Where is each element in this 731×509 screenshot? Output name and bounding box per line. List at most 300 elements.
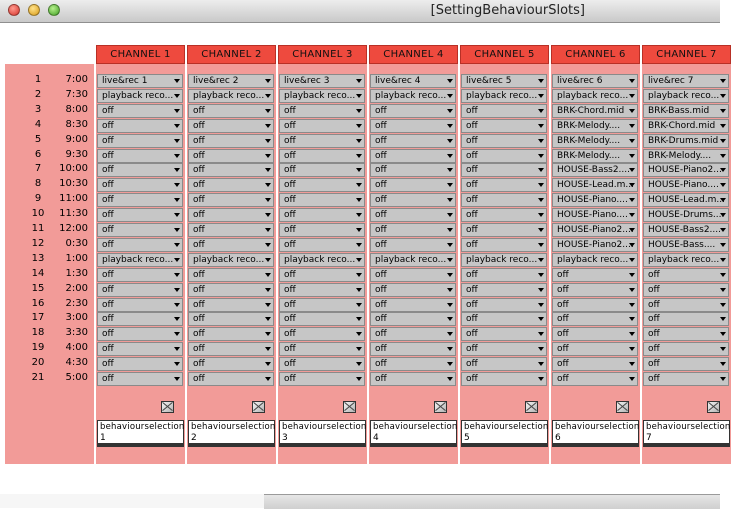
close-window-button[interactable]	[8, 4, 20, 16]
behaviour-slot-dropdown[interactable]	[97, 149, 183, 163]
behaviour-slot-dropdown[interactable]	[643, 89, 729, 103]
behaviour-slot-dropdown[interactable]	[97, 163, 183, 177]
behaviour-slot-dropdown[interactable]	[370, 372, 456, 386]
dropdown-arrow-icon	[447, 258, 453, 262]
object-title: behaviourselection	[555, 422, 640, 432]
behaviour-slot-dropdown[interactable]	[552, 268, 638, 282]
behaviour-slot-dropdown[interactable]	[370, 238, 456, 252]
behaviour-slot-value: HOUSE-Piano....	[648, 180, 719, 190]
behaviour-slot-dropdown[interactable]	[279, 357, 365, 371]
dropdown-arrow-icon	[447, 124, 453, 128]
row-number: 15	[31, 283, 45, 294]
behaviour-slot-dropdown[interactable]	[370, 298, 456, 312]
dropdown-arrow-icon	[265, 377, 271, 381]
dropdown-arrow-icon	[629, 258, 635, 262]
behaviour-slot-dropdown[interactable]	[461, 223, 547, 237]
behaviour-slot-dropdown[interactable]	[552, 298, 638, 312]
behaviour-slot-dropdown[interactable]	[552, 327, 638, 341]
row-number: 7	[34, 163, 42, 174]
behaviour-slot-value: off	[284, 344, 296, 354]
behaviour-slot-dropdown[interactable]	[461, 193, 547, 207]
behaviour-slot-dropdown[interactable]	[188, 223, 274, 237]
behaviour-slot-dropdown[interactable]	[461, 119, 547, 133]
behaviour-slot-dropdown[interactable]	[279, 193, 365, 207]
row-number: 16	[31, 298, 45, 309]
behaviour-slot-dropdown[interactable]	[552, 223, 638, 237]
row-time: 11:30	[59, 208, 88, 219]
behaviour-slot-dropdown[interactable]	[461, 298, 547, 312]
behaviour-slot-dropdown[interactable]	[188, 163, 274, 177]
behaviour-slot-dropdown[interactable]	[97, 89, 183, 103]
dropdown-arrow-icon	[265, 228, 271, 232]
dropdown-arrow-icon	[538, 258, 544, 262]
behaviour-slot-dropdown[interactable]	[643, 119, 729, 133]
behaviour-slot-dropdown[interactable]	[279, 298, 365, 312]
behaviour-slot-dropdown[interactable]	[188, 342, 274, 356]
behaviour-slot-value: playback reco...	[102, 255, 174, 265]
dropdown-arrow-icon	[538, 362, 544, 366]
toggle-button[interactable]	[707, 401, 720, 413]
behaviour-slot-dropdown[interactable]	[97, 208, 183, 222]
dropdown-arrow-icon	[447, 243, 453, 247]
behaviour-slot-value: off	[193, 374, 205, 384]
behaviour-slot-value: BRK-Chord.mid	[648, 121, 716, 131]
horizontal-scrollbar[interactable]	[264, 494, 720, 509]
behaviour-slot-dropdown[interactable]	[97, 104, 183, 118]
behaviour-slot-dropdown[interactable]	[279, 163, 365, 177]
behaviour-slot-dropdown[interactable]	[643, 283, 729, 297]
behaviour-slot-dropdown[interactable]	[643, 208, 729, 222]
dropdown-arrow-icon	[538, 94, 544, 98]
row-time: 11:00	[59, 193, 88, 204]
behaviour-slot-dropdown[interactable]	[97, 342, 183, 356]
behaviour-slot-dropdown[interactable]	[461, 253, 547, 267]
behaviour-slot-dropdown[interactable]	[552, 163, 638, 177]
behaviour-slot-dropdown[interactable]	[279, 104, 365, 118]
behaviour-slot-dropdown[interactable]	[97, 283, 183, 297]
behaviour-slot-value: playback reco...	[648, 91, 720, 101]
dropdown-arrow-icon	[720, 94, 726, 98]
behaviour-slot-dropdown[interactable]	[188, 74, 274, 88]
behaviour-slot-dropdown[interactable]	[279, 178, 365, 192]
channel-header: CHANNEL 2	[187, 45, 276, 64]
dropdown-arrow-icon	[629, 168, 635, 172]
dropdown-arrow-icon	[538, 273, 544, 277]
dropdown-arrow-icon	[538, 228, 544, 232]
dropdown-arrow-icon	[174, 288, 180, 292]
behaviour-slot-value: off	[466, 359, 478, 369]
behaviour-slot-dropdown[interactable]	[552, 193, 638, 207]
behaviour-slot-dropdown[interactable]	[188, 89, 274, 103]
dropdown-arrow-icon	[174, 332, 180, 336]
dropdown-arrow-icon	[447, 273, 453, 277]
behaviour-slot-dropdown[interactable]	[461, 238, 547, 252]
behaviour-slot-dropdown[interactable]	[370, 134, 456, 148]
object-outlet-bar	[98, 443, 183, 446]
behaviour-slot-dropdown[interactable]	[370, 208, 456, 222]
behaviour-slot-dropdown[interactable]	[370, 149, 456, 163]
behaviour-slot-dropdown[interactable]	[279, 208, 365, 222]
behaviour-slot-dropdown[interactable]	[97, 298, 183, 312]
dropdown-arrow-icon	[265, 168, 271, 172]
behaviour-slot-dropdown[interactable]	[370, 342, 456, 356]
behaviour-slot-dropdown[interactable]	[188, 357, 274, 371]
toggle-button[interactable]	[343, 401, 356, 413]
dropdown-arrow-icon	[265, 139, 271, 143]
behaviour-slot-dropdown[interactable]	[188, 268, 274, 282]
behaviour-slot-value: off	[102, 300, 114, 310]
behaviour-slot-value: off	[102, 374, 114, 384]
behaviour-slot-dropdown[interactable]	[552, 372, 638, 386]
behaviour-slot-dropdown[interactable]	[643, 134, 729, 148]
behaviour-slot-value: off	[284, 136, 296, 146]
behaviour-slot-dropdown[interactable]	[643, 357, 729, 371]
dropdown-arrow-icon	[265, 124, 271, 128]
behaviour-slot-dropdown[interactable]	[552, 253, 638, 267]
dropdown-arrow-icon	[538, 332, 544, 336]
dropdown-arrow-icon	[356, 228, 362, 232]
dropdown-arrow-icon	[265, 273, 271, 277]
behaviour-slot-dropdown[interactable]	[188, 149, 274, 163]
channel-header: CHANNEL 5	[460, 45, 549, 64]
behaviour-slot-dropdown[interactable]	[461, 89, 547, 103]
dropdown-arrow-icon	[174, 317, 180, 321]
toggle-button[interactable]	[434, 401, 447, 413]
behaviour-slot-dropdown[interactable]	[461, 178, 547, 192]
behaviour-slot-dropdown[interactable]	[279, 223, 365, 237]
behaviour-slot-dropdown[interactable]	[370, 104, 456, 118]
behaviour-slot-dropdown[interactable]	[643, 223, 729, 237]
dropdown-arrow-icon	[447, 303, 453, 307]
channel-header: CHANNEL 7	[642, 45, 731, 64]
behaviour-slot-dropdown[interactable]	[461, 268, 547, 282]
behaviour-slot-dropdown[interactable]	[461, 134, 547, 148]
behaviour-slot-dropdown[interactable]	[461, 74, 547, 88]
behaviour-slot-dropdown[interactable]	[279, 253, 365, 267]
zoom-window-button[interactable]	[48, 4, 60, 16]
behaviour-slot-dropdown[interactable]	[643, 372, 729, 386]
object-outlet-bar	[371, 443, 456, 446]
dropdown-arrow-icon	[356, 273, 362, 277]
behaviour-slot-dropdown[interactable]	[188, 298, 274, 312]
behaviour-slot-dropdown[interactable]	[552, 178, 638, 192]
behaviour-slot-dropdown[interactable]	[97, 238, 183, 252]
dropdown-arrow-icon	[720, 288, 726, 292]
behaviour-slot-value: HOUSE-Lead.m...	[648, 195, 725, 205]
behaviour-slot-dropdown[interactable]	[97, 253, 183, 267]
object-title: behaviourselection	[646, 422, 731, 432]
row-time: 4:30	[65, 357, 88, 368]
object-outlet-bar	[280, 443, 365, 446]
behaviour-slot-dropdown[interactable]	[370, 119, 456, 133]
dropdown-arrow-icon	[356, 79, 362, 83]
behaviour-slot-dropdown[interactable]	[97, 178, 183, 192]
behaviour-slot-dropdown[interactable]	[279, 238, 365, 252]
row-time: 1:00	[65, 253, 88, 264]
behaviour-slot-dropdown[interactable]	[370, 89, 456, 103]
behaviour-slot-value: BRK-Chord.mid	[557, 106, 625, 116]
behaviour-slot-dropdown[interactable]	[188, 327, 274, 341]
behaviour-slot-dropdown[interactable]	[461, 327, 547, 341]
behaviour-slot-dropdown[interactable]	[461, 163, 547, 177]
behaviour-slot-dropdown[interactable]	[461, 283, 547, 297]
behaviour-slot-dropdown[interactable]	[188, 238, 274, 252]
dropdown-arrow-icon	[356, 109, 362, 113]
behaviour-slot-dropdown[interactable]	[97, 193, 183, 207]
behaviour-slot-dropdown[interactable]	[370, 357, 456, 371]
channel-header: CHANNEL 6	[551, 45, 640, 64]
behaviour-slot-dropdown[interactable]	[370, 163, 456, 177]
behaviour-slot-value: off	[466, 106, 478, 116]
behaviour-slot-dropdown[interactable]	[188, 119, 274, 133]
behaviour-slot-value: off	[193, 314, 205, 324]
behaviour-slot-dropdown[interactable]	[461, 357, 547, 371]
row-number: 2	[34, 89, 42, 100]
behaviour-slot-dropdown[interactable]	[552, 74, 638, 88]
behaviour-slot-dropdown[interactable]	[97, 223, 183, 237]
dropdown-arrow-icon	[538, 213, 544, 217]
behaviour-slot-value: HOUSE-Bass2....	[648, 225, 722, 235]
behaviour-slot-dropdown[interactable]	[188, 208, 274, 222]
behaviour-slot-dropdown[interactable]	[188, 312, 274, 326]
dropdown-arrow-icon	[265, 94, 271, 98]
behaviour-slot-dropdown[interactable]	[461, 149, 547, 163]
behaviour-slot-value: off	[648, 359, 660, 369]
toggle-button[interactable]	[525, 401, 538, 413]
behaviour-slot-dropdown[interactable]	[97, 268, 183, 282]
behaviour-slot-value: live&rec 7	[648, 76, 694, 86]
behaviour-selection-object[interactable]	[97, 420, 184, 447]
behaviour-slot-dropdown[interactable]	[552, 208, 638, 222]
behaviour-slot-value: HOUSE-Piano....	[557, 210, 628, 220]
behaviour-slot-value: off	[375, 180, 387, 190]
dropdown-arrow-icon	[720, 273, 726, 277]
behaviour-slot-dropdown[interactable]	[461, 104, 547, 118]
behaviour-slot-dropdown[interactable]	[552, 238, 638, 252]
row-number: 12	[31, 238, 45, 249]
behaviour-selection-object[interactable]	[643, 420, 730, 447]
behaviour-slot-value: off	[193, 329, 205, 339]
behaviour-slot-dropdown[interactable]	[643, 298, 729, 312]
behaviour-slot-value: off	[466, 300, 478, 310]
dropdown-arrow-icon	[447, 362, 453, 366]
behaviour-slot-value: off	[102, 270, 114, 280]
behaviour-slot-dropdown[interactable]	[370, 193, 456, 207]
object-value: 7	[646, 433, 652, 443]
behaviour-slot-dropdown[interactable]	[643, 342, 729, 356]
behaviour-slot-value: off	[102, 240, 114, 250]
behaviour-slot-dropdown[interactable]	[552, 104, 638, 118]
behaviour-slot-dropdown[interactable]	[552, 119, 638, 133]
behaviour-slot-dropdown[interactable]	[188, 283, 274, 297]
behaviour-slot-dropdown[interactable]	[552, 89, 638, 103]
behaviour-slot-value: off	[648, 285, 660, 295]
dropdown-arrow-icon	[720, 377, 726, 381]
behaviour-slot-value: off	[466, 240, 478, 250]
behaviour-slot-dropdown[interactable]	[552, 134, 638, 148]
behaviour-slot-value: off	[102, 314, 114, 324]
behaviour-slot-dropdown[interactable]	[370, 312, 456, 326]
window-titlebar	[0, 0, 720, 23]
object-value: 4	[373, 433, 379, 443]
behaviour-slot-dropdown[interactable]	[188, 193, 274, 207]
behaviour-slot-dropdown[interactable]	[643, 327, 729, 341]
behaviour-slot-value: off	[193, 359, 205, 369]
behaviour-slot-value: off	[193, 106, 205, 116]
behaviour-slot-dropdown[interactable]	[552, 357, 638, 371]
behaviour-slot-dropdown[interactable]	[552, 149, 638, 163]
object-value: 1	[100, 433, 106, 443]
dropdown-arrow-icon	[538, 168, 544, 172]
behaviour-selection-object[interactable]	[188, 420, 275, 447]
behaviour-slot-value: off	[466, 225, 478, 235]
dropdown-arrow-icon	[356, 258, 362, 262]
behaviour-slot-dropdown[interactable]	[643, 74, 729, 88]
behaviour-slot-dropdown[interactable]	[97, 327, 183, 341]
behaviour-slot-value: off	[466, 121, 478, 131]
behaviour-slot-dropdown[interactable]	[643, 312, 729, 326]
behaviour-slot-dropdown[interactable]	[643, 193, 729, 207]
behaviour-slot-dropdown[interactable]	[279, 342, 365, 356]
behaviour-slot-value: HOUSE-Piano....	[557, 195, 628, 205]
behaviour-slot-dropdown[interactable]	[552, 283, 638, 297]
behaviour-slot-value: off	[102, 359, 114, 369]
object-value: 3	[282, 433, 288, 443]
row-number: 21	[31, 372, 45, 383]
toggle-button[interactable]	[252, 401, 265, 413]
behaviour-slot-dropdown[interactable]	[461, 372, 547, 386]
behaviour-slot-dropdown[interactable]	[461, 342, 547, 356]
behaviour-slot-value: off	[284, 121, 296, 131]
behaviour-slot-dropdown[interactable]	[97, 312, 183, 326]
behaviour-slot-value: off	[284, 329, 296, 339]
behaviour-slot-dropdown[interactable]	[279, 119, 365, 133]
dropdown-arrow-icon	[356, 288, 362, 292]
dropdown-arrow-icon	[447, 109, 453, 113]
behaviour-slot-value: off	[466, 285, 478, 295]
behaviour-slot-value: off	[466, 165, 478, 175]
dropdown-arrow-icon	[356, 213, 362, 217]
behaviour-slot-value: off	[102, 195, 114, 205]
behaviour-slot-dropdown[interactable]	[643, 149, 729, 163]
dropdown-arrow-icon	[629, 243, 635, 247]
behaviour-slot-dropdown[interactable]	[97, 357, 183, 371]
behaviour-slot-dropdown[interactable]	[370, 253, 456, 267]
behaviour-slot-dropdown[interactable]	[370, 178, 456, 192]
behaviour-slot-dropdown[interactable]	[279, 268, 365, 282]
behaviour-slot-dropdown[interactable]	[643, 104, 729, 118]
behaviour-slot-dropdown[interactable]	[552, 312, 638, 326]
behaviour-slot-value: HOUSE-Drums....	[648, 210, 725, 220]
behaviour-slot-dropdown[interactable]	[643, 253, 729, 267]
behaviour-selection-object[interactable]	[552, 420, 639, 447]
row-time: 2:30	[65, 298, 88, 309]
behaviour-slot-value: off	[102, 344, 114, 354]
dropdown-arrow-icon	[447, 94, 453, 98]
behaviour-slot-value: off	[284, 300, 296, 310]
behaviour-slot-value: off	[102, 225, 114, 235]
behaviour-slot-dropdown[interactable]	[279, 134, 365, 148]
dropdown-arrow-icon	[538, 109, 544, 113]
behaviour-slot-value: BRK-Drums.mid	[648, 136, 719, 146]
behaviour-selection-object[interactable]	[279, 420, 366, 447]
behaviour-slot-dropdown[interactable]	[643, 238, 729, 252]
dropdown-arrow-icon	[447, 139, 453, 143]
dropdown-arrow-icon	[174, 377, 180, 381]
dropdown-arrow-icon	[538, 303, 544, 307]
behaviour-slot-dropdown[interactable]	[370, 268, 456, 282]
behaviour-slot-dropdown[interactable]	[552, 342, 638, 356]
dropdown-arrow-icon	[629, 183, 635, 187]
dropdown-arrow-icon	[356, 124, 362, 128]
behaviour-slot-dropdown[interactable]	[97, 134, 183, 148]
behaviour-slot-dropdown[interactable]	[279, 74, 365, 88]
behaviour-slot-value: off	[193, 151, 205, 161]
behaviour-slot-dropdown[interactable]	[370, 327, 456, 341]
behaviour-slot-value: off	[375, 151, 387, 161]
behaviour-slot-dropdown[interactable]	[279, 327, 365, 341]
row-time: 3:30	[65, 327, 88, 338]
behaviour-slot-dropdown[interactable]	[188, 372, 274, 386]
behaviour-slot-dropdown[interactable]	[643, 163, 729, 177]
behaviour-slot-dropdown[interactable]	[97, 119, 183, 133]
behaviour-slot-dropdown[interactable]	[643, 268, 729, 282]
toggle-button[interactable]	[161, 401, 174, 413]
dropdown-arrow-icon	[265, 317, 271, 321]
behaviour-slot-dropdown[interactable]	[461, 208, 547, 222]
behaviour-slot-dropdown[interactable]	[97, 372, 183, 386]
behaviour-slot-value: playback reco...	[375, 91, 447, 101]
behaviour-slot-value: off	[466, 136, 478, 146]
behaviour-slot-dropdown[interactable]	[188, 104, 274, 118]
behaviour-slot-dropdown[interactable]	[97, 74, 183, 88]
row-time: 5:00	[65, 372, 88, 383]
dropdown-arrow-icon	[174, 347, 180, 351]
behaviour-slot-dropdown[interactable]	[279, 89, 365, 103]
behaviour-slot-dropdown[interactable]	[279, 149, 365, 163]
behaviour-slot-dropdown[interactable]	[279, 312, 365, 326]
behaviour-slot-value: playback reco...	[466, 91, 538, 101]
dropdown-arrow-icon	[538, 183, 544, 187]
behaviour-slot-value: off	[284, 240, 296, 250]
row-time: 9:30	[65, 149, 88, 160]
dropdown-arrow-icon	[720, 183, 726, 187]
dropdown-arrow-icon	[174, 228, 180, 232]
dropdown-arrow-icon	[629, 139, 635, 143]
behaviour-slot-dropdown[interactable]	[279, 372, 365, 386]
dropdown-arrow-icon	[720, 198, 726, 202]
behaviour-slot-dropdown[interactable]	[370, 223, 456, 237]
behaviour-slot-value: off	[648, 344, 660, 354]
minimize-window-button[interactable]	[28, 4, 40, 16]
behaviour-slot-dropdown[interactable]	[188, 178, 274, 192]
behaviour-slot-dropdown[interactable]	[370, 74, 456, 88]
behaviour-slot-dropdown[interactable]	[188, 134, 274, 148]
toggle-button[interactable]	[616, 401, 629, 413]
behaviour-slot-dropdown[interactable]	[461, 312, 547, 326]
behaviour-slot-dropdown[interactable]	[279, 283, 365, 297]
behaviour-slot-value: off	[284, 225, 296, 235]
behaviour-slot-dropdown[interactable]	[370, 283, 456, 297]
behaviour-slot-value: BRK-Bass.mid	[648, 106, 710, 116]
behaviour-slot-dropdown[interactable]	[188, 253, 274, 267]
dropdown-arrow-icon	[356, 198, 362, 202]
dropdown-arrow-icon	[265, 109, 271, 113]
behaviour-selection-object[interactable]	[370, 420, 457, 447]
dropdown-arrow-icon	[447, 317, 453, 321]
behaviour-slot-dropdown[interactable]	[643, 178, 729, 192]
behaviour-selection-object[interactable]	[461, 420, 548, 447]
